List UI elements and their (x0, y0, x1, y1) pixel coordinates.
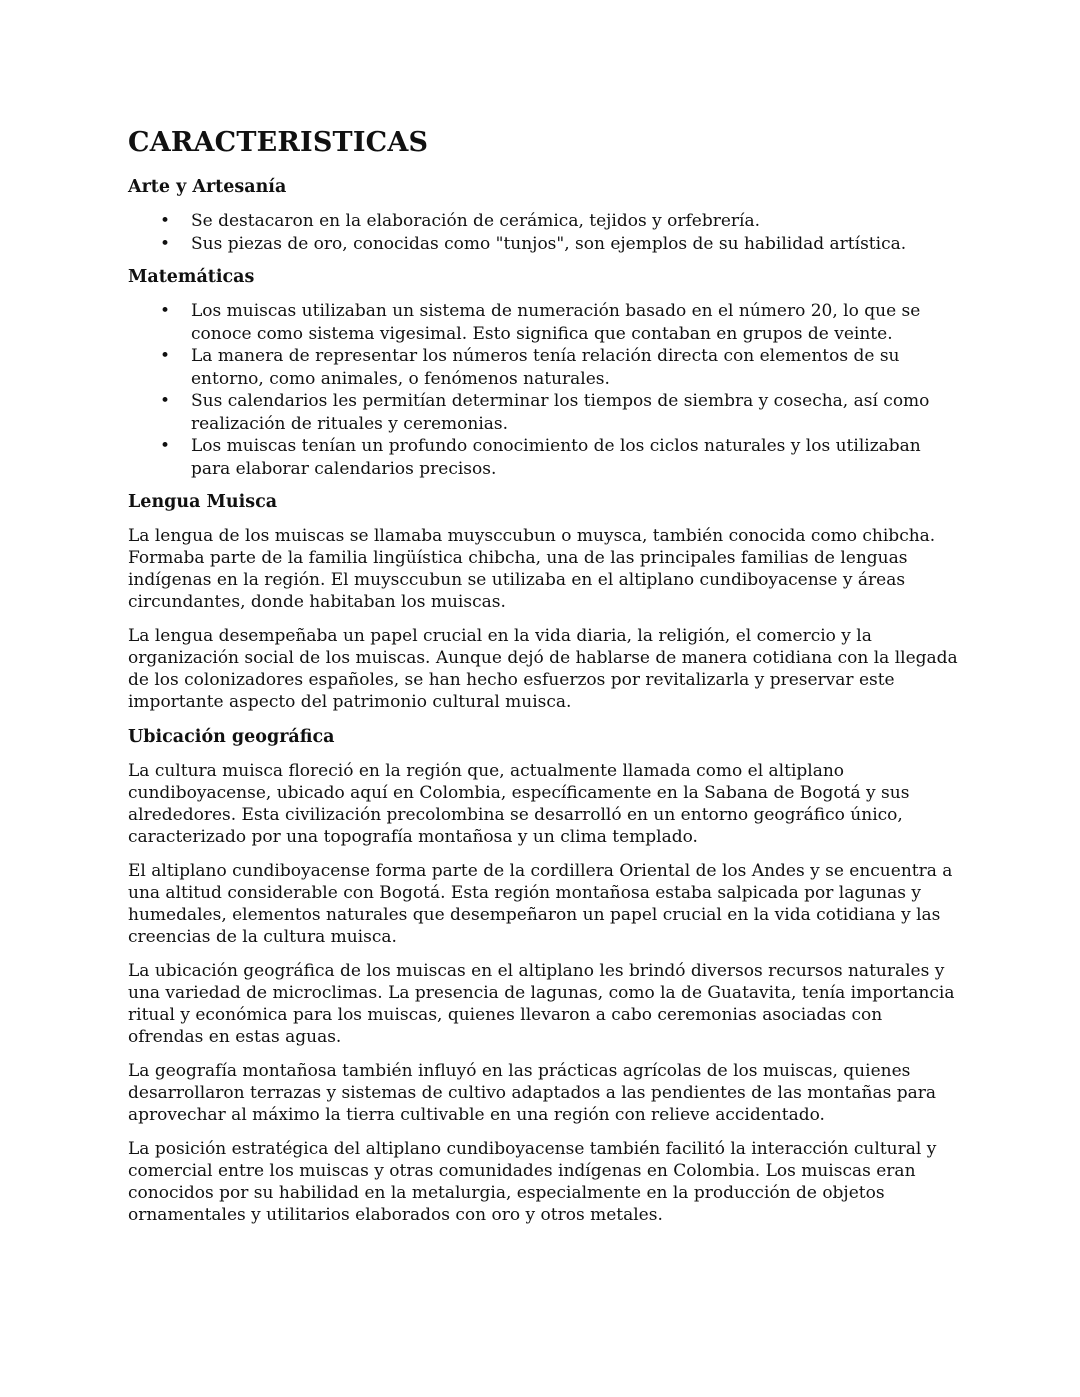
page-title: CARACTERISTICAS (128, 127, 429, 158)
paragraph: La cultura muisca floreció en la región que, actualmente llamada como el altiplano cundiboyacense, ubicado aquí en Colombia, específicamente en la Sabana de Bogotá y sus alrededores. Esta civilización precolombina se desarrolló en un entorno geográfico único, caracterizado por una topografía montañosa y un clima templado. (128, 761, 910, 847)
heading-ubicacion-geografica: Ubicación geográfica (128, 727, 335, 747)
document-page (128, 124, 958, 1238)
list-item: • Sus calendarios les permitían determinar los tiempos de siembra y cosecha, así como realización de rituales y ceremonias. (191, 390, 958, 435)
paragraph: La lengua de los muiscas se llamaba muysccubun o muysca, también conocida como chibcha. Formaba parte de la familia lingüística chibcha, una de las principales familias de lenguas indígenas en la región. El muysccubun se utilizaba en el altiplano cundiboyacense y áreas circundantes, donde habitaban los muiscas. (128, 526, 936, 612)
paragraph: El altiplano cundiboyacense forma parte de la cordillera Oriental de los Andes y se encuentra a una altitud considerable con Bogotá. Esta región montañosa estaba salpicada por lagunas y humedales, elementos naturales que desempeñaron un papel crucial en la vida cotidiana y las creencias de la cultura muisca. (128, 861, 953, 947)
paragraph: La ubicación geográfica de los muiscas en el altiplano les brindó diversos recursos naturales y una variedad de microclimas. La presencia de lagunas, como la de Guatavita, tenía importancia ritual y económica para los muiscas, quienes llevaron a cabo ceremonias asociadas con ofrendas en estas aguas. (128, 961, 955, 1047)
list-item: • Se destacaron en la elaboración de cerámica, tejidos y orfebrería. (191, 210, 958, 233)
paragraph: La geografía montañosa también influyó en las prácticas agrícolas de los muiscas, quienes desarrollaron terrazas y sistemas de cultivo adaptados a las pendientes de las montañas para aprovechar al máximo la tierra cultivable en una región con relieve accidentado. (128, 1061, 936, 1125)
list-item: • La manera de representar los números tenía relación directa con elementos de su entorno, como animales, o fenómenos naturales. (191, 345, 958, 390)
list-arte-artesania (128, 210, 958, 255)
heading-arte-artesania: Arte y Artesanía (128, 177, 287, 197)
paragraph: La posición estratégica del altiplano cundiboyacense también facilitó la interacción cultural y comercial entre los muiscas y otras comunidades indígenas en Colombia. Los muiscas eran conocidos por su habilidad en la metalurgia, especialmente en la producción de objetos ornamentales y utilitarios elaborados con oro y otros metales. (128, 1139, 937, 1225)
heading-matematicas: Matemáticas (128, 267, 255, 287)
list-item: • Los muiscas tenían un profundo conocimiento de los ciclos naturales y los utilizaban para elaborar calendarios precisos. (191, 435, 958, 480)
list-item: • Sus piezas de oro, conocidas como "tunjos", son ejemplos de su habilidad artística. (191, 233, 958, 256)
heading-lengua-muisca: Lengua Muisca (128, 492, 278, 512)
paragraph: La lengua desempeñaba un papel crucial en la vida diaria, la religión, el comercio y la organización social de los muiscas. Aunque dejó de hablarse de manera cotidiana con la llegada de los colonizadores españoles, se han hecho esfuerzos por revitalizarla y preservar este importante aspecto del patrimonio cultural muisca. (128, 626, 958, 712)
list-item: • Los muiscas utilizaban un sistema de numeración basado en el número 20, lo que se conoce como sistema vigesimal. Esto significa que contaban en grupos de veinte. (191, 300, 958, 345)
list-matematicas (128, 300, 958, 480)
